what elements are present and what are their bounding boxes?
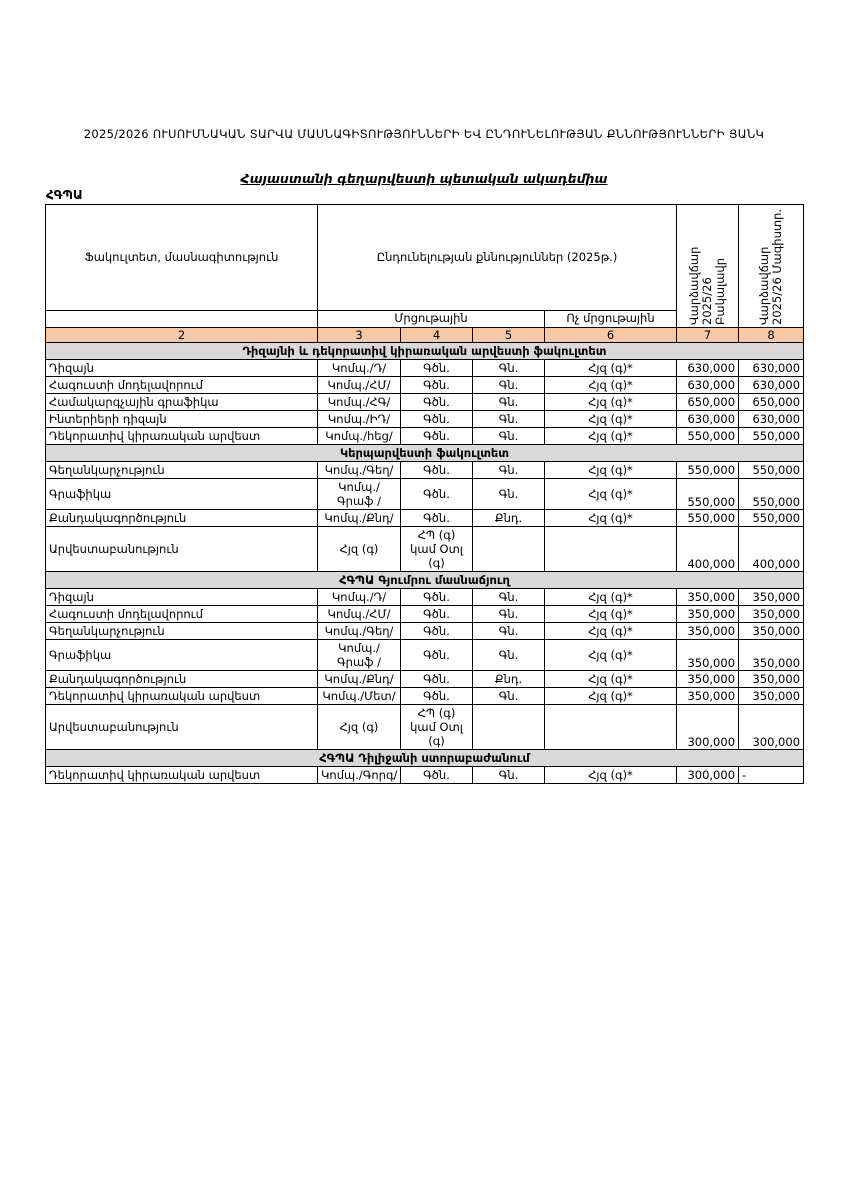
painting-exam: Գն.	[473, 767, 545, 784]
table-row	[46, 589, 804, 606]
specialty-name: Արվեստաբանություն	[46, 705, 318, 750]
armenian-exam: Հյզ (գ)*	[545, 671, 677, 688]
painting-exam: Գն.	[473, 640, 545, 671]
armenian-exam: Հյզ (գ)*	[545, 360, 677, 377]
specialty-name: Դեկորատիվ կիրառական արվեստ	[46, 688, 318, 705]
specialty-name: Գրաֆիկա	[46, 640, 318, 671]
armenian-exam: Հյզ (գ)*	[545, 767, 677, 784]
fee-master: 400,000	[739, 527, 804, 572]
fee-master-header: Վարձավճար 2025/26 Մագիստր.	[739, 205, 804, 328]
fee-master: 630,000	[739, 377, 804, 394]
painting-exam: Գն.	[473, 394, 545, 411]
painting-exam: Գն.	[473, 479, 545, 510]
fee-master: 350,000	[739, 623, 804, 640]
fee-bachelor: 550,000	[677, 510, 739, 527]
armenian-exam: Հյզ (գ)*	[545, 411, 677, 428]
fee-master: 550,000	[739, 428, 804, 445]
table-row	[46, 462, 804, 479]
fee-bachelor: 350,000	[677, 589, 739, 606]
drawing-exam: Գծն.	[401, 428, 473, 445]
painting-exam: Քնդ.	[473, 671, 545, 688]
column-numbers-row	[46, 328, 804, 343]
armenian-exam: Հյզ (գ)*	[545, 510, 677, 527]
fee-master: 650,000	[739, 394, 804, 411]
specialty-name: Հագուստի մոդելավորում	[46, 377, 318, 394]
fee-bachelor-header: Վարձավճար 2025/26 Բակալավր	[677, 205, 739, 328]
faculty-section-row	[46, 445, 804, 462]
drawing-exam: Գծն.	[401, 589, 473, 606]
armenian-exam: Հյզ (գ)*	[545, 623, 677, 640]
composition-exam: Կոմպ./Դ/	[318, 589, 401, 606]
fee-bachelor: 550,000	[677, 428, 739, 445]
fee-master: 550,000	[739, 510, 804, 527]
specialty-name: Գրաֆիկա	[46, 479, 318, 510]
table-row	[46, 479, 804, 510]
painting-exam: Գն.	[473, 428, 545, 445]
drawing-exam: Գծն.	[401, 767, 473, 784]
painting-exam: Գն.	[473, 623, 545, 640]
faculty-section-title: ՀԳՊԱ Գյումրու մասնաճյուղ	[46, 572, 804, 589]
armenian-exam: Հյզ (գ)*	[545, 428, 677, 445]
table-row	[46, 527, 804, 572]
drawing-exam: Գծն.	[401, 606, 473, 623]
composition-exam: Կոմպ./Մետ/	[318, 688, 401, 705]
fee-bachelor: 650,000	[677, 394, 739, 411]
composition-exam: Կոմպ./հեց/	[318, 428, 401, 445]
composition-exam: Կոմպ./ՀՄ/	[318, 606, 401, 623]
exams-column-header: Ընդունելության քննություններ (2025թ.)	[318, 205, 677, 311]
page-title: 2025/2026 ՈՒՍՈՒՄՆԱԿԱՆ ՏԱՐՎԱ ՄԱՍՆԱԳԻՏՈՒԹՅՈՒՆՆԵՐԻ ԵՎ ԸՆԴՈՒՆԵԼՈՒԹՅԱՆ ՔՆՆՈՒԹՅՈՒՆՆԵՐԻ ՑԱՆԿ	[83, 127, 765, 141]
table-row	[46, 360, 804, 377]
painting-exam: Գն.	[473, 688, 545, 705]
drawing-exam: Գծն.	[401, 394, 473, 411]
column-number: 7	[677, 328, 739, 343]
armenian-exam: Հյզ (գ)*	[545, 394, 677, 411]
fee-bachelor: 350,000	[677, 688, 739, 705]
specialty-name: Քանդակագործություն	[46, 671, 318, 688]
drawing-exam: ՀՊ (գ) կամ Օտլ (գ)	[401, 705, 473, 750]
fee-master: 630,000	[739, 411, 804, 428]
specialty-name: Դիզայն	[46, 360, 318, 377]
fee-bachelor: 350,000	[677, 671, 739, 688]
table-row	[46, 705, 804, 750]
table-row	[46, 510, 804, 527]
admission-table	[45, 204, 804, 784]
fee-master: -	[739, 767, 804, 784]
competitive-exams-header: Մրցութային	[318, 310, 545, 327]
fee-master: 350,000	[739, 688, 804, 705]
painting-exam: Գն.	[473, 462, 545, 479]
drawing-exam: Գծն.	[401, 688, 473, 705]
faculty-section-title: ՀԳՊԱ Դիլիջանի ստորաբաժանում	[46, 750, 804, 767]
painting-exam	[473, 705, 545, 750]
table-row	[46, 640, 804, 671]
faculty-section-title: Դիզայնի և դեկորատիվ կիրառական արվեստի ֆակուլտետ	[46, 343, 804, 360]
non-competitive-exams-header: Ոչ մրցութային	[545, 310, 677, 327]
specialty-name: Քանդակագործություն	[46, 510, 318, 527]
table-row	[46, 411, 804, 428]
fee-master: 350,000	[739, 606, 804, 623]
composition-exam: Հյզ (գ)	[318, 527, 401, 572]
table-row	[46, 623, 804, 640]
composition-exam: Կոմպ./Գեղ/	[318, 623, 401, 640]
column-number: 3	[318, 328, 401, 343]
armenian-exam: Հյզ (գ)*	[545, 377, 677, 394]
fee-bachelor: 300,000	[677, 705, 739, 750]
armenian-exam: Հյզ (գ)*	[545, 589, 677, 606]
fee-bachelor: 350,000	[677, 640, 739, 671]
painting-exam: Քնդ.	[473, 510, 545, 527]
table-row	[46, 606, 804, 623]
specialty-name: Արվեստաբանություն	[46, 527, 318, 572]
fee-master: 350,000	[739, 589, 804, 606]
fee-bachelor: 630,000	[677, 360, 739, 377]
fee-master: 630,000	[739, 360, 804, 377]
painting-exam: Գն.	[473, 360, 545, 377]
column-number: 6	[545, 328, 677, 343]
fee-bachelor: 630,000	[677, 377, 739, 394]
specialty-name: Հագուստի մոդելավորում	[46, 606, 318, 623]
painting-exam: Գն.	[473, 589, 545, 606]
specialty-name: Ինտերիերի դիզայն	[46, 411, 318, 428]
fee-bachelor: 630,000	[677, 411, 739, 428]
armenian-exam	[545, 527, 677, 572]
drawing-exam: Գծն.	[401, 479, 473, 510]
specialty-name: Դեկորատիվ կիրառական արվեստ	[46, 428, 318, 445]
painting-exam	[473, 527, 545, 572]
drawing-exam: Գծն.	[401, 411, 473, 428]
specialty-name: Դիզայն	[46, 589, 318, 606]
fee-master: 550,000	[739, 479, 804, 510]
armenian-exam: Հյզ (գ)*	[545, 606, 677, 623]
drawing-exam: Գծն.	[401, 360, 473, 377]
composition-exam: Կոմպ./ՀՄ/	[318, 377, 401, 394]
institution-abbreviation: ՀԳՊԱ	[46, 188, 83, 202]
composition-exam: Կոմպ./Գեղ/	[318, 462, 401, 479]
specialty-name: Դեկորատիվ կիրառական արվեստ	[46, 767, 318, 784]
drawing-exam: ՀՊ (գ) կամ Օտլ (գ)	[401, 527, 473, 572]
fee-bachelor: 550,000	[677, 479, 739, 510]
specialty-name: Գեղանկարչություն	[46, 623, 318, 640]
composition-exam: Կոմպ./Քնդ/	[318, 671, 401, 688]
composition-exam: Կոմպ./Դ/	[318, 360, 401, 377]
fee-master: 300,000	[739, 705, 804, 750]
fee-bachelor: 400,000	[677, 527, 739, 572]
armenian-exam: Հյզ (գ)*	[545, 688, 677, 705]
drawing-exam: Գծն.	[401, 640, 473, 671]
composition-exam: Կոմպ./Գրաֆ /	[318, 640, 401, 671]
institution-title: Հայաստանի գեղարվեստի պետական ակադեմիա	[240, 171, 608, 186]
fee-master: 550,000	[739, 462, 804, 479]
table-row	[46, 394, 804, 411]
painting-exam: Գն.	[473, 411, 545, 428]
drawing-exam: Գծն.	[401, 623, 473, 640]
specialty-name: Համակարգչային գրաֆիկա	[46, 394, 318, 411]
fee-master: 350,000	[739, 640, 804, 671]
fee-bachelor: 300,000	[677, 767, 739, 784]
drawing-exam: Գծն.	[401, 462, 473, 479]
fee-bachelor: 550,000	[677, 462, 739, 479]
armenian-exam: Հյզ (գ)*	[545, 640, 677, 671]
drawing-exam: Գծն.	[401, 671, 473, 688]
table-row	[46, 428, 804, 445]
table-row	[46, 688, 804, 705]
painting-exam: Գն.	[473, 377, 545, 394]
faculty-section-title: Կերպարվեստի ֆակուլտետ	[46, 445, 804, 462]
faculty-section-row	[46, 343, 804, 360]
armenian-exam	[545, 705, 677, 750]
table-row	[46, 377, 804, 394]
table-row	[46, 767, 804, 784]
drawing-exam: Գծն.	[401, 377, 473, 394]
column-number: 4	[401, 328, 473, 343]
fee-bachelor: 350,000	[677, 606, 739, 623]
faculty-column-header: Ֆակուլտետ, մասնագիտություն	[46, 205, 318, 311]
table-row	[46, 671, 804, 688]
composition-exam: Կոմպ./ԻԴ/	[318, 411, 401, 428]
column-number: 5	[473, 328, 545, 343]
fee-bachelor: 350,000	[677, 623, 739, 640]
painting-exam: Գն.	[473, 606, 545, 623]
fee-master: 350,000	[739, 671, 804, 688]
faculty-section-row	[46, 572, 804, 589]
composition-exam: Հյզ (գ)	[318, 705, 401, 750]
composition-exam: Կոմպ./Քնդ/	[318, 510, 401, 527]
column-number: 8	[739, 328, 804, 343]
drawing-exam: Գծն.	[401, 510, 473, 527]
faculty-section-row	[46, 750, 804, 767]
composition-exam: Կոմպ./ՀԳ/	[318, 394, 401, 411]
specialty-name: Գեղանկարչություն	[46, 462, 318, 479]
armenian-exam: Հյզ (գ)*	[545, 462, 677, 479]
armenian-exam: Հյզ (գ)*	[545, 479, 677, 510]
composition-exam: Կոմպ./Գրաֆ /	[318, 479, 401, 510]
column-number: 2	[46, 328, 318, 343]
composition-exam: Կոմպ./Գորգ/	[318, 767, 401, 784]
